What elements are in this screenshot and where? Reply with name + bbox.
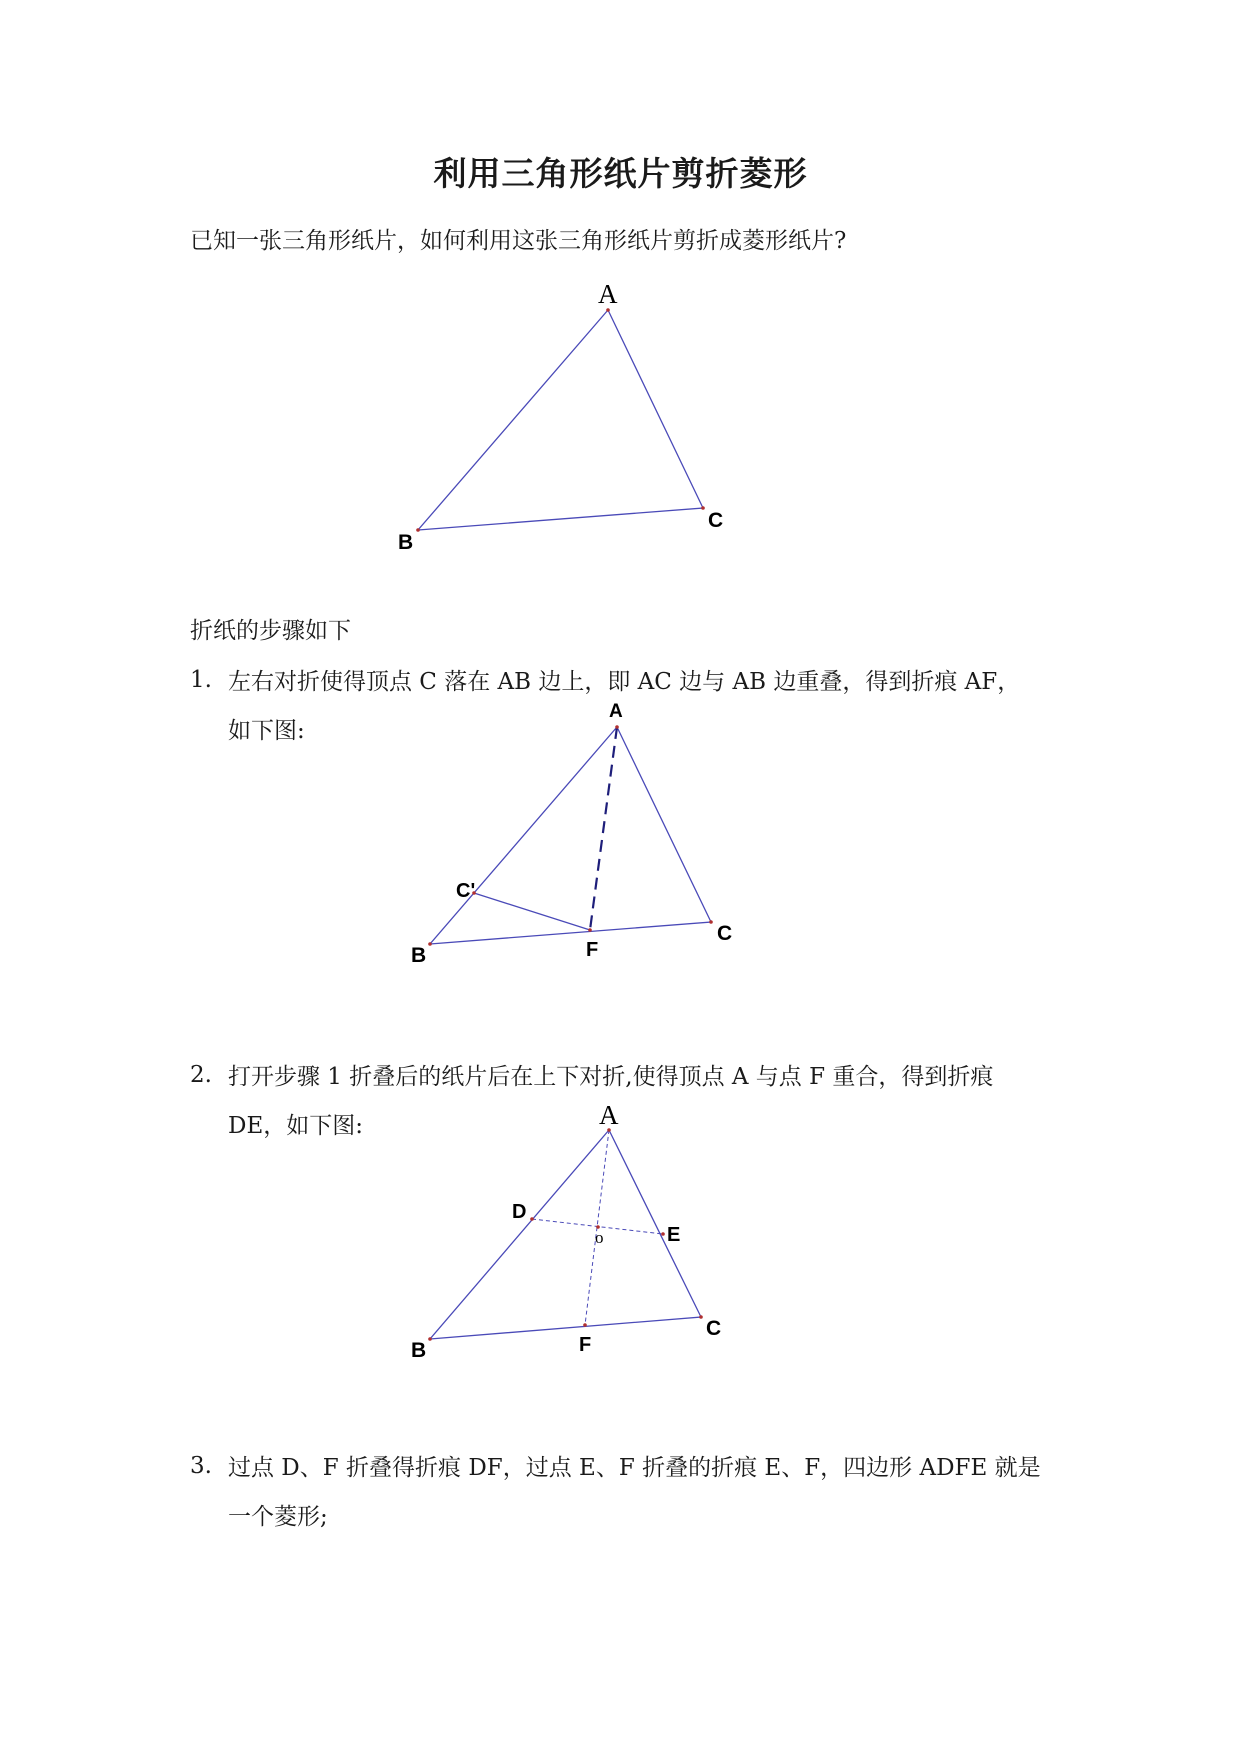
figure-2-fold-af [400,695,750,965]
step-2-number: 2. [190,1062,212,1088]
label-f: F [579,1334,592,1356]
point-a [615,725,619,729]
step-3-number: 3. [190,1453,212,1479]
point-c [699,1315,703,1319]
label-f: F [586,939,599,961]
fold-line-c-prime-f [474,893,590,930]
point-e [661,1232,665,1236]
step-2-text: 打开步骤 1 折叠后的纸片后在上下对折,使得顶点 A 与点 F 重合，得到折痕 [228,1064,994,1090]
point-c [709,920,713,924]
triangle-abc [430,727,711,944]
label-b: B [411,944,427,965]
fold-crease-af [590,727,617,930]
label-c: C [708,509,724,532]
step-3-text-cont: 一个菱形; [228,1504,328,1530]
figure-1-triangle [380,270,740,560]
label-e: E [667,1224,681,1246]
label-c: C [717,922,733,945]
triangle-abc [418,310,703,530]
label-a: A [599,1100,619,1130]
label-b: B [411,1339,427,1362]
point-d [530,1217,534,1221]
label-a: A [598,279,618,309]
point-f [583,1323,587,1327]
point-b [416,528,420,532]
figure-3-fold-de [400,1100,740,1370]
label-c-prime: C' [456,880,476,902]
step-1-text-cont: 如下图: [228,718,305,744]
page-title: 利用三角形纸片剪折菱形 [433,154,808,193]
steps-heading: 折纸的步骤如下 [190,618,351,644]
step-3-text: 过点 D、F 折叠得折痕 DF，过点 E、F 折叠的折痕 E、F，四边形 ADFE 就是 [228,1455,1041,1481]
point-b [428,1337,432,1341]
triangle-abc [430,1130,701,1339]
label-d: D [512,1201,527,1223]
point-b [428,942,432,946]
label-c: C [706,1317,722,1340]
point-f [588,928,592,932]
label-b: B [398,531,414,554]
intro-text: 已知一张三角形纸片，如何利用这张三角形纸片剪折成菱形纸片? [190,228,847,254]
point-c [701,506,705,510]
label-o: o [595,1228,604,1247]
step-1-text: 左右对折使得顶点 C 落在 AB 边上，即 AC 边与 AB 边重叠，得到折痕 AF， [228,669,1021,695]
label-a: A [609,701,623,722]
step-2-text-cont: DE，如下图: [228,1113,363,1139]
step-1-number: 1. [190,667,212,693]
